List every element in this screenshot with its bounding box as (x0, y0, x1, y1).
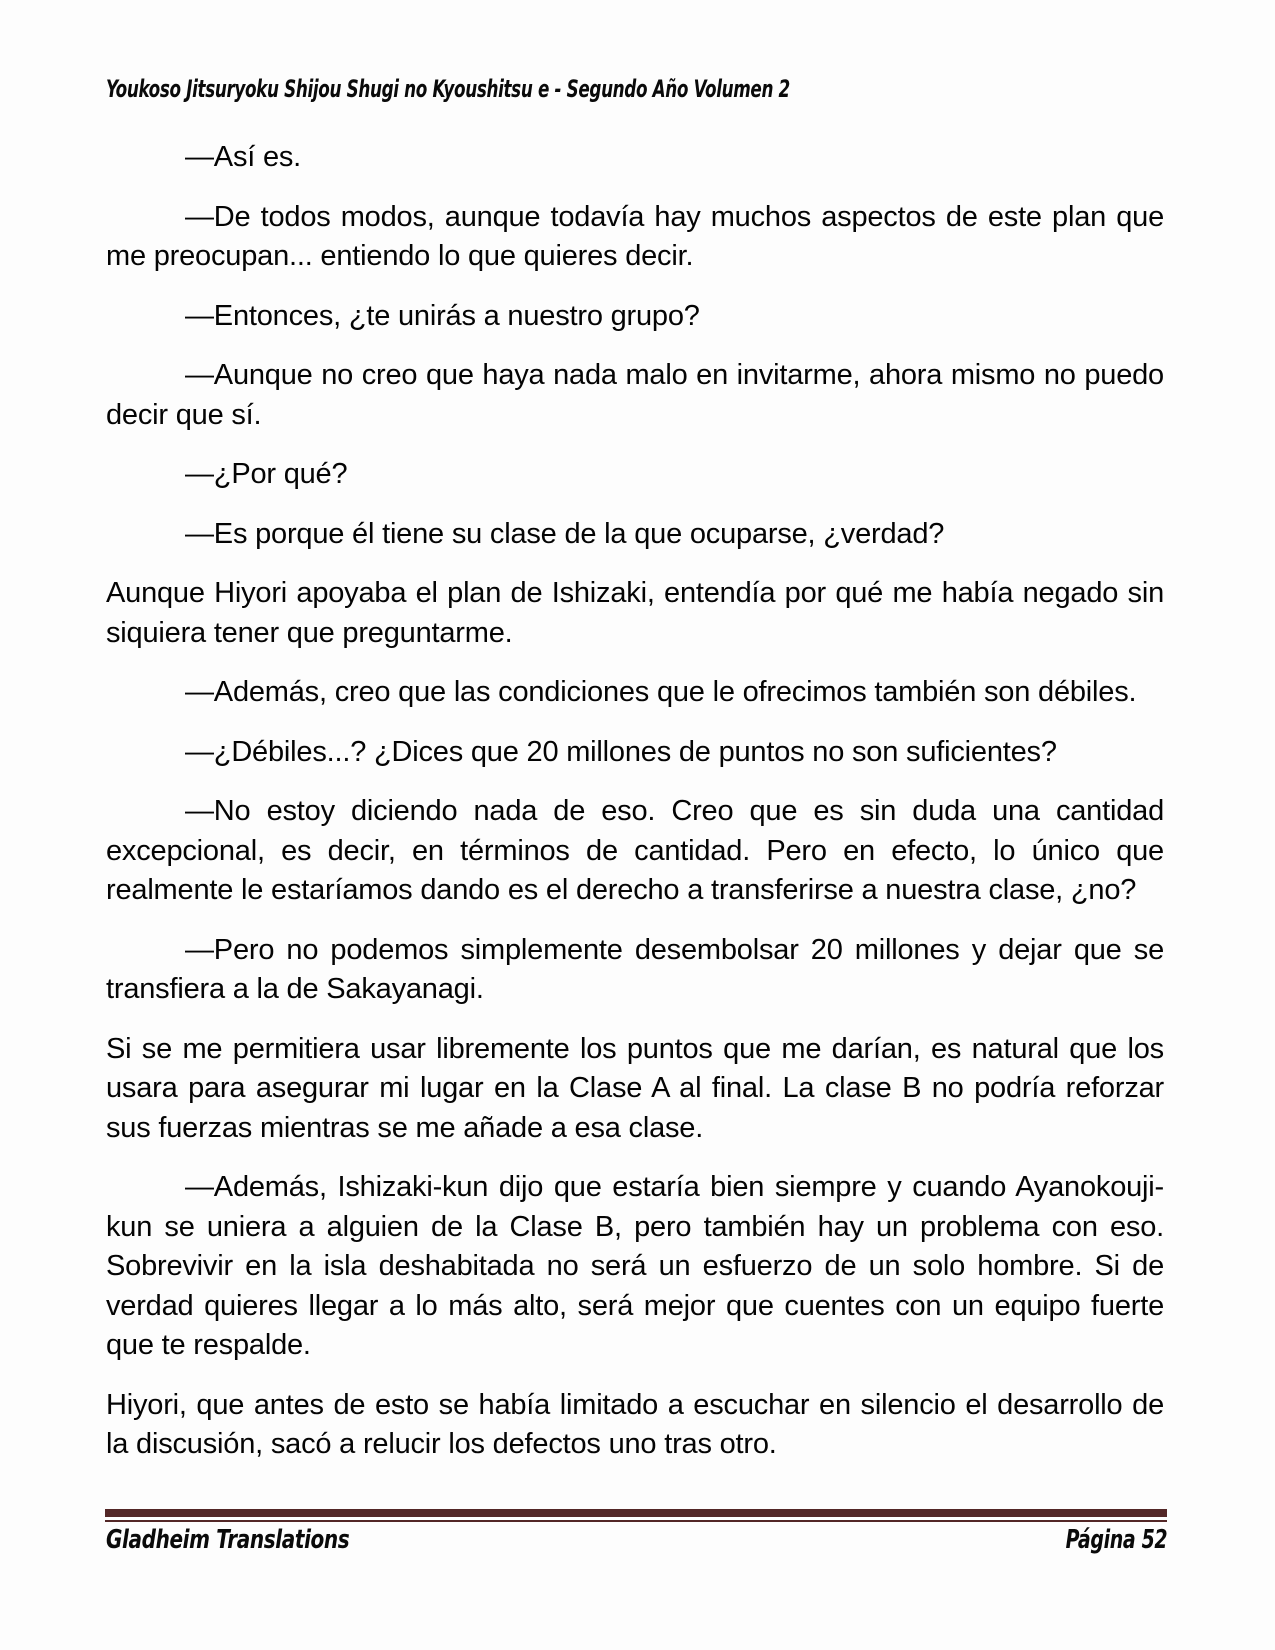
paragraph: —Entonces, ¿te unirás a nuestro grupo? (185, 299, 700, 332)
paragraph: —De todos modos, aunque todavía hay muchos aspectos de este plan que me preocupan... entiendo lo que quieres decir. (106, 200, 1164, 272)
paragraph: —¿Débiles...? ¿Dices que 20 millones de puntos no son suficientes? (185, 735, 1057, 768)
page-footer (106, 1524, 1167, 1556)
paragraph: —¿Por qué? (185, 458, 348, 490)
footer-rule-thick (105, 1509, 1167, 1517)
paragraph: —Además, creo que las condiciones que le ofrecimos también son débiles. (185, 676, 1137, 708)
footer-translator-name: Gladheim Translations (106, 1525, 350, 1555)
paragraph: —Es porque él tiene su clase de la que ocuparse, ¿verdad? (185, 517, 945, 550)
paragraph: Si se me permitiera usar libremente los puntos que me darían, es natural que los usara para asegurar mi lugar en la Clase A al final. La clase B no podría reforzar sus fuerzas mientras se me añade a esa clase. (106, 1032, 1164, 1144)
footer-rule (105, 1509, 1167, 1522)
paragraph: Aunque Hiyori apoyaba el plan de Ishizaki, entendía por qué me había negado sin siquiera tener que preguntarme. (106, 577, 1164, 649)
paragraph: —No estoy diciendo nada de eso. Creo que es sin duda una cantidad excepcional, es decir, en términos de cantidad. Pero en efecto, lo único que realmente le estaríamos dando es el derecho a transferirse a nuestra clase, ¿no? (106, 795, 1164, 906)
paragraph: Hiyori, que antes de esto se había limitado a escuchar en silencio el desarrollo de la discusión, sacó a relucir los defectos uno tras otro. (106, 1388, 1164, 1460)
body-text (106, 138, 1164, 1485)
footer-page-number: Página 52 (1065, 1525, 1167, 1555)
footer-rule-thin (105, 1520, 1167, 1522)
paragraph: —Pero no podemos simplemente desembolsar 20 millones y dejar que se transfiera a la de Sakayanagi. (106, 933, 1164, 1005)
paragraph: —Además, Ishizaki-kun dijo que estaría bien siempre y cuando Ayanokouji-kun se uniera a alguien de la Clase B, pero también hay un problema con eso. Sobrevivir en la isla deshabitada no será un esfuerzo de un solo hombre. Si de verdad quieres llegar a lo más alto, será mejor que cuentes con un equipo fuerte que te respalde. (106, 1171, 1164, 1361)
paragraph: —Así es. (185, 141, 302, 173)
header-title: Youkoso Jitsuryoku Shijou Shugi no Kyoushitsu e - Segundo Año Volumen 2 (106, 75, 790, 103)
page-header (106, 74, 1167, 104)
paragraph: —Aunque no creo que haya nada malo en invitarme, ahora mismo no puedo decir que sí. (106, 359, 1164, 431)
